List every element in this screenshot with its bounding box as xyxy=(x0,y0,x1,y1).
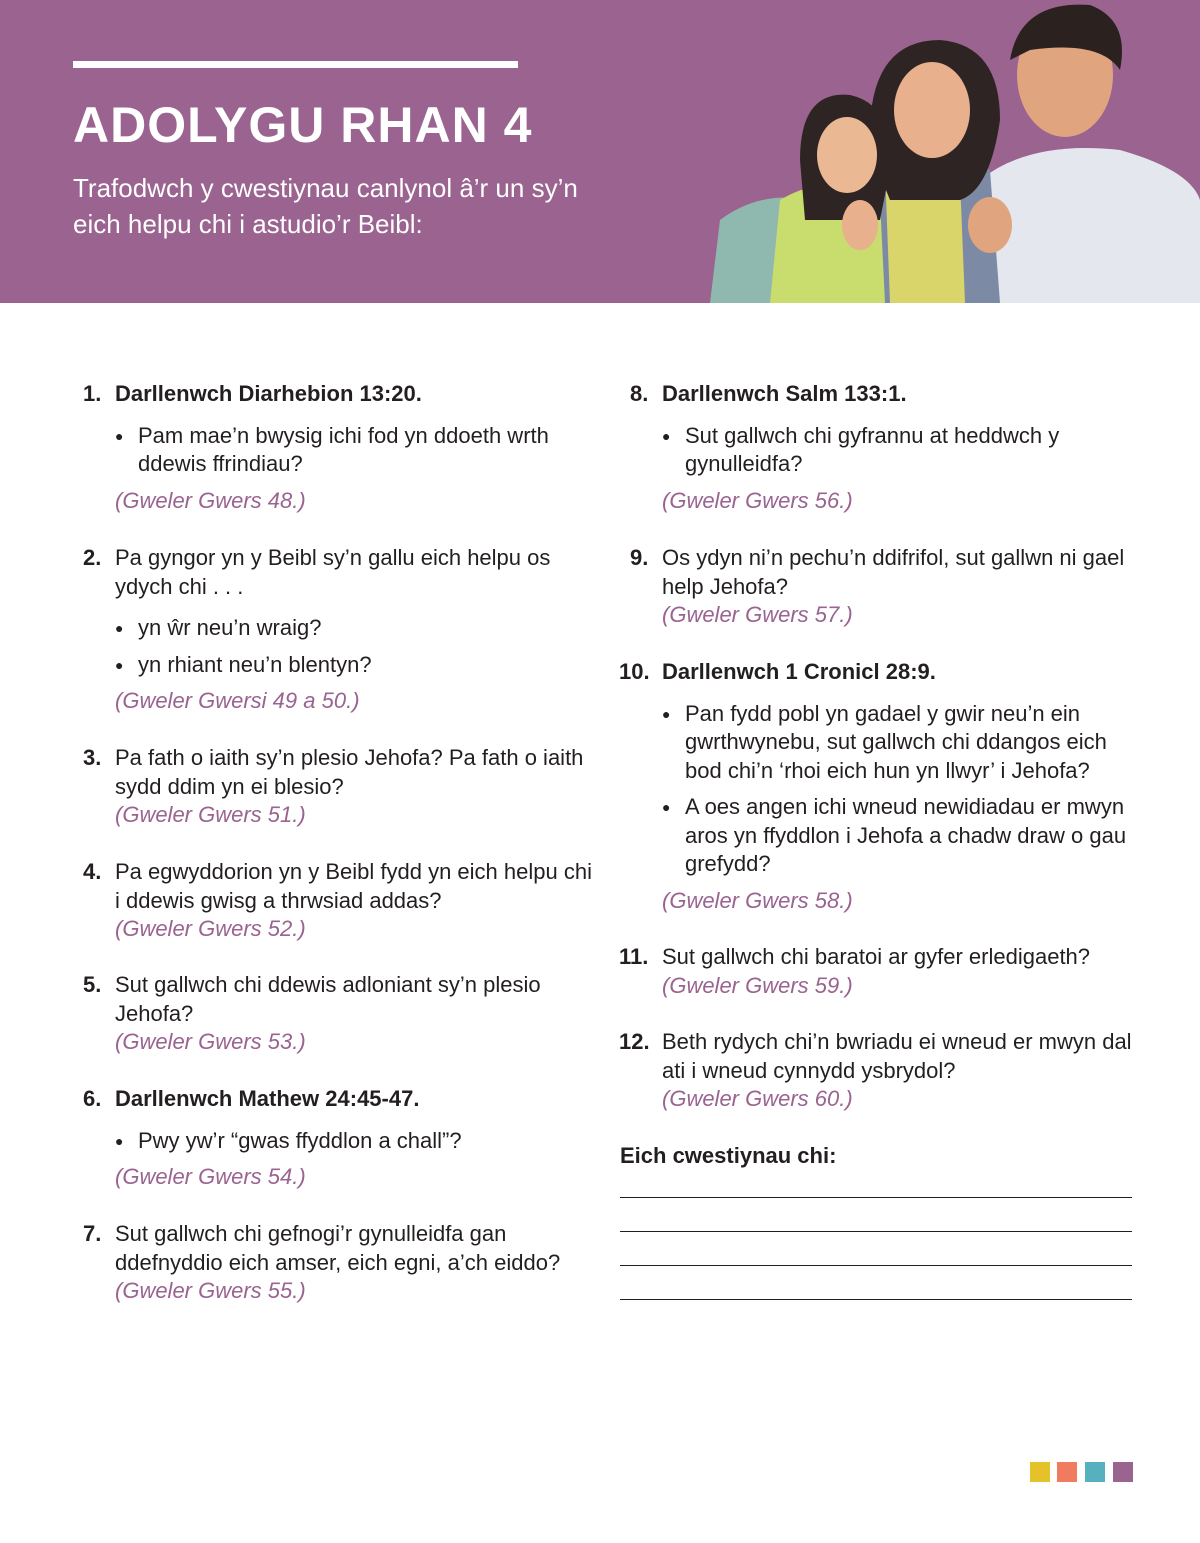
bullet-text: Pan fydd pobl yn gadael y gwir neu’n ein gwrthwynebu, sut gallwch chi ddangos eich bod chi’n ‘rhoi eich hun yn llwyr’ i Jehofa? xyxy=(685,700,1107,783)
lesson-reference: (Gweler Gwers 56.) xyxy=(662,487,853,513)
question-text: Pa fath o iaith sy’n plesio Jehofa? Pa fath o iaith sydd ddim yn ei blesio? xyxy=(115,745,584,799)
bullet-icon: ● xyxy=(115,1132,124,1149)
question-item xyxy=(83,858,595,944)
question-text: Darllenwch Salm 133:1. xyxy=(662,381,907,406)
bullet-item xyxy=(115,422,595,479)
bullet-text: yn rhiant neu’n blentyn? xyxy=(138,651,372,677)
lesson-reference: (Gweler Gwers 57.) xyxy=(662,602,853,627)
color-square-yellow xyxy=(1030,1462,1050,1482)
question-number: 10. xyxy=(619,659,650,684)
question-number: 9. xyxy=(630,545,649,570)
question-text: Beth rydych chi’n bwriadu ei wneud er mwyn dal ati i wneud cynnydd ysbrydol? xyxy=(662,1029,1132,1083)
question-item xyxy=(83,1220,595,1306)
write-line[interactable] xyxy=(620,1299,1132,1300)
write-line[interactable] xyxy=(620,1197,1132,1198)
page-subtitle: Trafodwch y cwestiynau canlynol â’r un sy’n eich helpu chi i astudio’r Beibl: xyxy=(73,173,578,239)
bullet-icon: ● xyxy=(662,427,671,444)
question-item xyxy=(619,658,1142,915)
question-number: 3. xyxy=(83,745,102,770)
lesson-reference: (Gweler Gwersi 49 a 50.) xyxy=(115,688,360,713)
question-number: 4. xyxy=(83,859,102,884)
lesson-reference: (Gweler Gwers 48.) xyxy=(115,487,306,513)
bullet-list xyxy=(115,422,595,479)
bullet-icon: ● xyxy=(662,799,671,815)
bullet-list xyxy=(662,700,1142,879)
question-text: Darllenwch Diarhebion 13:20. xyxy=(115,381,422,406)
question-text: Sut gallwch chi baratoi ar gyfer erledigaeth? xyxy=(662,944,1091,969)
question-item xyxy=(619,943,1142,1000)
question-item xyxy=(630,380,1142,515)
write-line[interactable] xyxy=(620,1265,1132,1266)
bullet-icon: ● xyxy=(662,705,671,722)
question-item xyxy=(83,744,595,830)
bullet-item xyxy=(662,700,1142,786)
lesson-reference: (Gweler Gwers 60.) xyxy=(662,1086,853,1111)
bullet-item xyxy=(662,793,1142,879)
header-rule xyxy=(73,61,518,68)
question-text: Os ydyn ni’n pechu’n ddifrifol, sut gallwn ni gael help Jehofa? xyxy=(662,545,1125,599)
question-number: 6. xyxy=(83,1086,102,1111)
question-item xyxy=(619,1028,1142,1114)
bullet-text: yn ŵr neu’n wraig? xyxy=(138,615,322,640)
header-banner xyxy=(0,0,1200,303)
bullet-list xyxy=(115,1127,595,1156)
question-text: Darllenwch 1 Cronicl 28:9. xyxy=(662,659,936,684)
bullet-text: Sut gallwch chi gyfrannu at heddwch y gynulleidfa? xyxy=(685,422,1060,476)
question-text: Pa egwyddorion yn y Beibl fydd yn eich helpu chi i ddewis gwisg a thrwsiad addas? xyxy=(115,859,592,913)
bullet-text: Pwy yw’r “gwas ffyddlon a chall”? xyxy=(138,1127,462,1153)
question-item xyxy=(83,971,595,1057)
question-number: 7. xyxy=(83,1221,102,1246)
lesson-reference: (Gweler Gwers 59.) xyxy=(662,972,853,998)
your-questions-label: Eich cwestiynau chi: xyxy=(620,1143,837,1168)
question-text: Sut gallwch chi ddewis adloniant sy’n plesio Jehofa? xyxy=(115,972,541,1026)
bullet-icon: ● xyxy=(115,656,124,673)
lesson-reference: (Gweler Gwers 51.) xyxy=(115,802,306,827)
question-text: Pa gyngor yn y Beibl sy’n gallu eich helpu os ydych chi . . . xyxy=(115,545,551,599)
bullet-icon: ● xyxy=(115,427,124,444)
bullet-item xyxy=(115,614,595,643)
question-item xyxy=(630,544,1142,630)
question-number: 11. xyxy=(619,944,649,969)
color-square-coral xyxy=(1057,1462,1077,1482)
bullet-list xyxy=(662,422,1142,479)
lesson-reference: (Gweler Gwers 55.) xyxy=(115,1278,306,1303)
question-number: 8. xyxy=(630,381,649,406)
question-text: Darllenwch Mathew 24:45-47. xyxy=(115,1086,420,1111)
question-text: Sut gallwch chi gefnogi’r gynulleidfa gan ddefnyddio eich amser, eich egni, a’ch eiddo? xyxy=(115,1221,561,1275)
lesson-reference: (Gweler Gwers 53.) xyxy=(115,1029,306,1054)
lesson-reference: (Gweler Gwers 52.) xyxy=(115,916,306,941)
write-line[interactable] xyxy=(620,1231,1132,1232)
bullet-item xyxy=(115,651,595,680)
family-praying-illustration xyxy=(700,0,1200,303)
color-square-teal xyxy=(1085,1462,1105,1482)
bullet-item xyxy=(662,422,1142,479)
question-number: 1. xyxy=(83,381,102,406)
question-number: 5. xyxy=(83,972,102,997)
question-item xyxy=(83,544,595,716)
bullet-list xyxy=(115,614,595,679)
question-number: 2. xyxy=(83,545,102,570)
page-title: ADOLYGU RHAN 4 xyxy=(73,97,533,153)
question-item xyxy=(83,1085,595,1192)
bullet-text: Pam mae’n bwysig ichi fod yn ddoeth wrth ddewis ffrindiau? xyxy=(138,422,549,476)
color-square-purple xyxy=(1113,1462,1133,1482)
bullet-item xyxy=(115,1127,595,1156)
question-number: 12. xyxy=(619,1029,650,1054)
lesson-reference: (Gweler Gwers 58.) xyxy=(662,887,853,913)
bullet-text: A oes angen ichi wneud newidiadau er mwyn aros yn ffyddlon i Jehofa a chadw draw o gau grefydd? xyxy=(685,794,1127,876)
question-item xyxy=(83,380,595,515)
bullet-icon: ● xyxy=(115,620,124,636)
lesson-reference: (Gweler Gwers 54.) xyxy=(115,1164,306,1189)
